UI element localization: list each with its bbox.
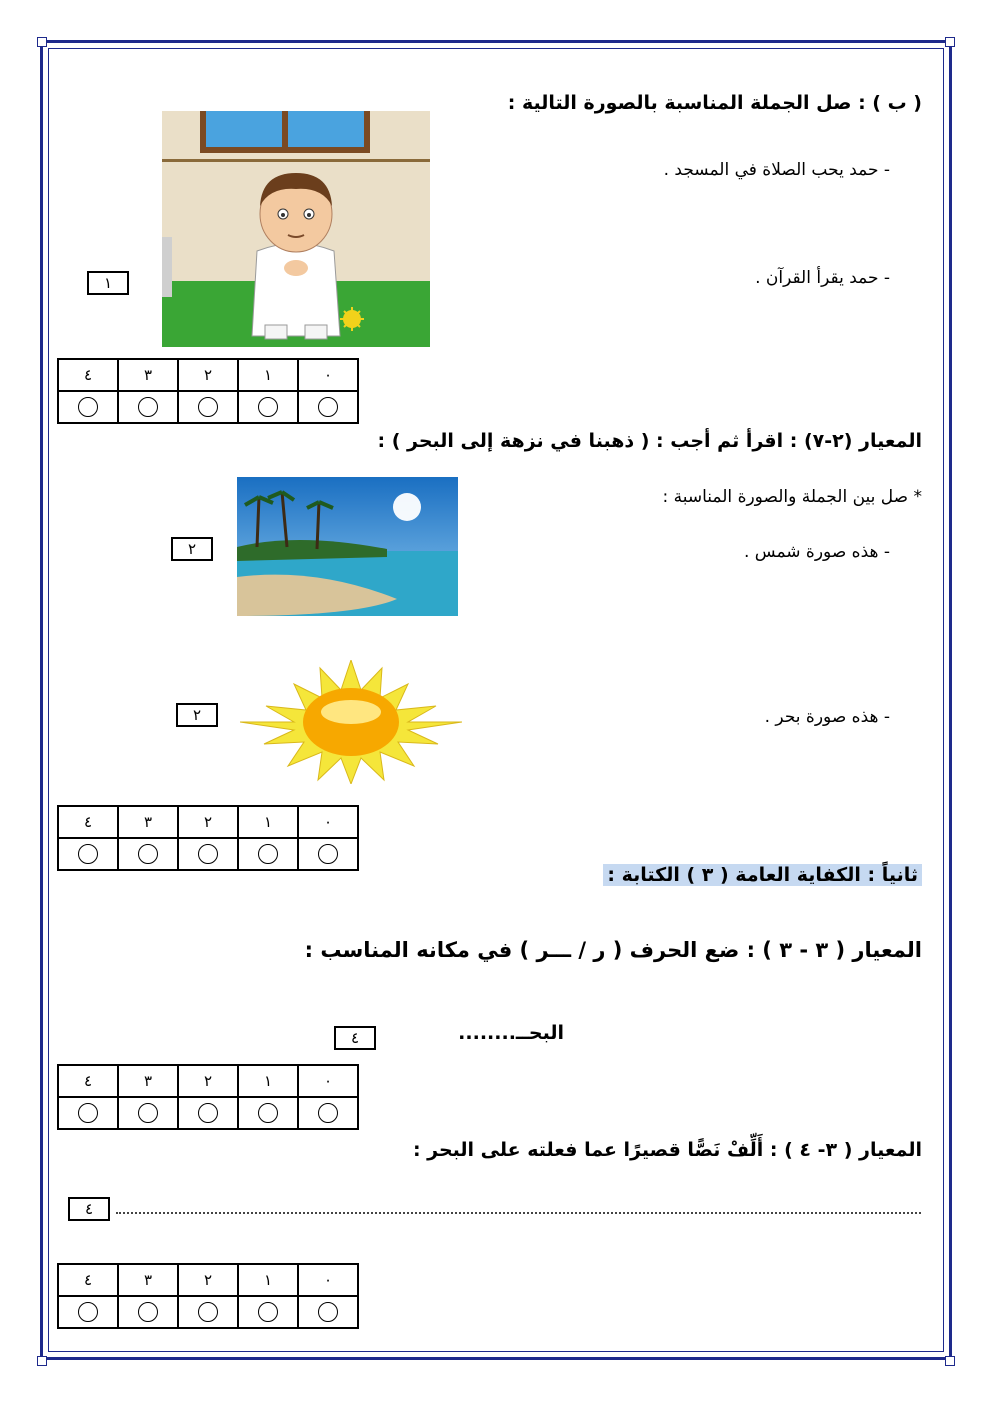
score-circle[interactable] bbox=[78, 397, 98, 417]
score-circle[interactable] bbox=[78, 1103, 98, 1123]
score-circle[interactable] bbox=[318, 397, 338, 417]
score-label: ٢ bbox=[178, 1065, 238, 1097]
section-b-sentence-1: - حمد يحب الصلاة في المسجد . bbox=[663, 160, 890, 180]
second-competency-title: ثانياً : الكفاية العامة ( ٣ ) الكتابة : bbox=[603, 864, 922, 886]
score-label: ١ bbox=[238, 359, 298, 391]
standard-3-3-word: البحــ........ bbox=[458, 1022, 564, 1044]
score-label: ٤ bbox=[58, 359, 118, 391]
score-label: ٠ bbox=[298, 806, 358, 838]
standard-7-2-sentence-1: - هذه صورة شمس . bbox=[743, 542, 890, 562]
frame-corner bbox=[945, 37, 955, 47]
score-label: ٠ bbox=[298, 359, 358, 391]
score-label: ٤ bbox=[58, 1264, 118, 1296]
score-circle[interactable] bbox=[138, 1103, 158, 1123]
score-label: ١ bbox=[238, 1264, 298, 1296]
boy-image bbox=[162, 111, 430, 347]
score-table bbox=[57, 1263, 359, 1329]
score-table bbox=[57, 805, 359, 871]
score-table bbox=[57, 358, 359, 424]
standard-3-4-title: المعيار ( ٣- ٤ ) : أَلِّفْ نَصًّا قصيرًا عما فعلته على البحر : bbox=[412, 1139, 922, 1161]
sun-image bbox=[240, 660, 462, 784]
score-label: ١ bbox=[238, 1065, 298, 1097]
score-label: ٣ bbox=[118, 1065, 178, 1097]
score-circle[interactable] bbox=[198, 397, 218, 417]
score-circle[interactable] bbox=[258, 397, 278, 417]
score-circle[interactable] bbox=[198, 1103, 218, 1123]
score-label: ٢ bbox=[178, 1264, 238, 1296]
score-box: ١ bbox=[87, 271, 129, 295]
score-circle[interactable] bbox=[318, 844, 338, 864]
score-circle[interactable] bbox=[258, 844, 278, 864]
score-label: ١ bbox=[238, 806, 298, 838]
beach-image bbox=[237, 477, 458, 616]
score-circle[interactable] bbox=[318, 1103, 338, 1123]
score-circle[interactable] bbox=[78, 844, 98, 864]
standard-7-2-sentence-2: - هذه صورة بحر . bbox=[764, 707, 890, 727]
score-circle[interactable] bbox=[78, 1302, 98, 1322]
frame-corner bbox=[37, 1356, 47, 1366]
score-circle[interactable] bbox=[258, 1302, 278, 1322]
score-label: ٢ bbox=[178, 806, 238, 838]
score-table bbox=[57, 1064, 359, 1130]
score-circle[interactable] bbox=[198, 844, 218, 864]
score-label: ٠ bbox=[298, 1065, 358, 1097]
score-circle[interactable] bbox=[198, 1302, 218, 1322]
score-circle[interactable] bbox=[138, 844, 158, 864]
answer-line[interactable] bbox=[116, 1212, 921, 1214]
frame-corner bbox=[945, 1356, 955, 1366]
score-box: ٢ bbox=[171, 537, 213, 561]
score-label: ٣ bbox=[118, 359, 178, 391]
score-label: ٤ bbox=[58, 806, 118, 838]
section-b-sentence-2: - حمد يقرأ القرآن . bbox=[755, 268, 890, 288]
section-b-title: ( ب ) : صل الجملة المناسبة بالصورة التالية : bbox=[507, 92, 922, 114]
score-label: ٢ bbox=[178, 359, 238, 391]
standard-7-2-title: المعيار (٢-٧) : اقرأ ثم أجب : ( ذهبنا في نزهة إلى البحر ) : bbox=[377, 430, 922, 452]
score-box: ٤ bbox=[334, 1026, 376, 1050]
score-circle[interactable] bbox=[138, 397, 158, 417]
score-label: ٠ bbox=[298, 1264, 358, 1296]
score-label: ٤ bbox=[58, 1065, 118, 1097]
score-box: ٤ bbox=[68, 1197, 110, 1221]
standard-3-3-title: المعيار ( ٣ - ٣ ) : ضع الحرف ( ر / ـــر ) في مكانه المناسب : bbox=[304, 938, 922, 962]
score-circle[interactable] bbox=[138, 1302, 158, 1322]
score-label: ٣ bbox=[118, 1264, 178, 1296]
score-label: ٣ bbox=[118, 806, 178, 838]
score-box: ٢ bbox=[176, 703, 218, 727]
frame-corner bbox=[37, 37, 47, 47]
score-circle[interactable] bbox=[258, 1103, 278, 1123]
score-circle[interactable] bbox=[318, 1302, 338, 1322]
standard-7-2-instruction: * صل بين الجملة والصورة المناسبة : bbox=[662, 487, 922, 507]
